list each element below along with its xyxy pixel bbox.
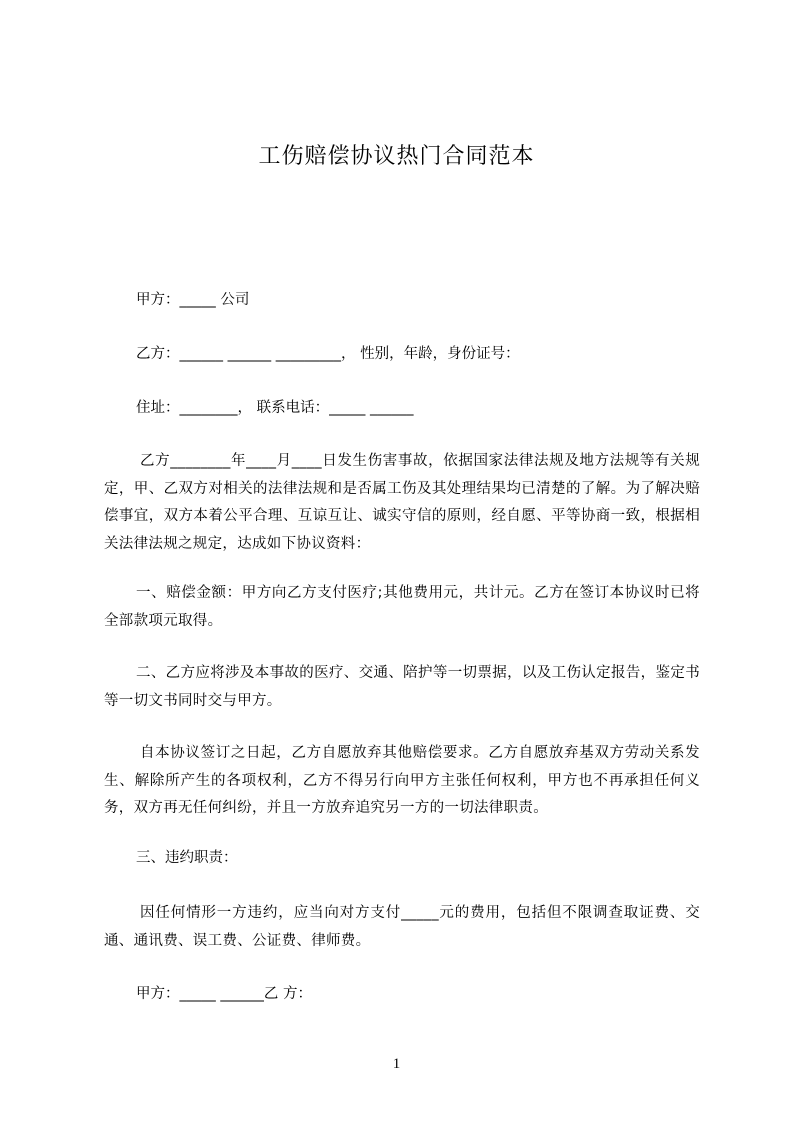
clause-documents: 二、乙方应将涉及本事故的医疗、交通、陪护等一切票据，以及工伤认定报告，鉴定书等一切文书同时交与甲方。 (104, 665, 700, 709)
clause-compensation: 一、赔偿金额：甲方向乙方支付医疗;其他费用元，共计元。乙方在签订本协议时已将全部款项元取得。 (104, 585, 700, 629)
clause-breach-heading: 三、违约职责： (136, 850, 238, 866)
address-line: 住址：________， 联系电话：_____ ______ (136, 400, 414, 416)
document-title: 工伤赔偿协议热门合同范本 (258, 144, 535, 169)
intro-paragraph: 乙方________年____月____日发生伤害事故，依据国家法律法规及地方法规等有关规定，甲、乙双方对相关的法律法规和是否属工伤及其处理结果均已清楚的了解。为了解决赔偿事宜，双方本着公平合理、互谅互让、诚实守信的原则，经自愿、平等协商一致，根据相关法律法规之规定，达成如下协议资料： (104, 453, 700, 552)
clause-breach-body: 因任何情形一方违约，应当向对方支付_____元的费用，包括但不限调查取证费、交通、通讯费、误工费、公证费、律师费。 (104, 905, 700, 949)
party-b-line: 乙方：______ ______ _________， 性别，年龄，身份证号： (136, 346, 520, 362)
signature-line: 甲方：_____ ______乙 方： (136, 986, 312, 1002)
party-a-line: 甲方：_____ 公司 (136, 292, 250, 308)
clause-waiver: 自本协议签订之日起，乙方自愿放弃其他赔偿要求。乙方自愿放弃基双方劳动关系发生、解除所产生的各项权利，乙方不得另行向甲方主张任何权利，甲方也不再承担任何义务，双方再无任何纠纷，并且一方放弃追究另一方的一切法律职责。 (104, 745, 700, 816)
page-number: 1 (392, 1056, 401, 1072)
